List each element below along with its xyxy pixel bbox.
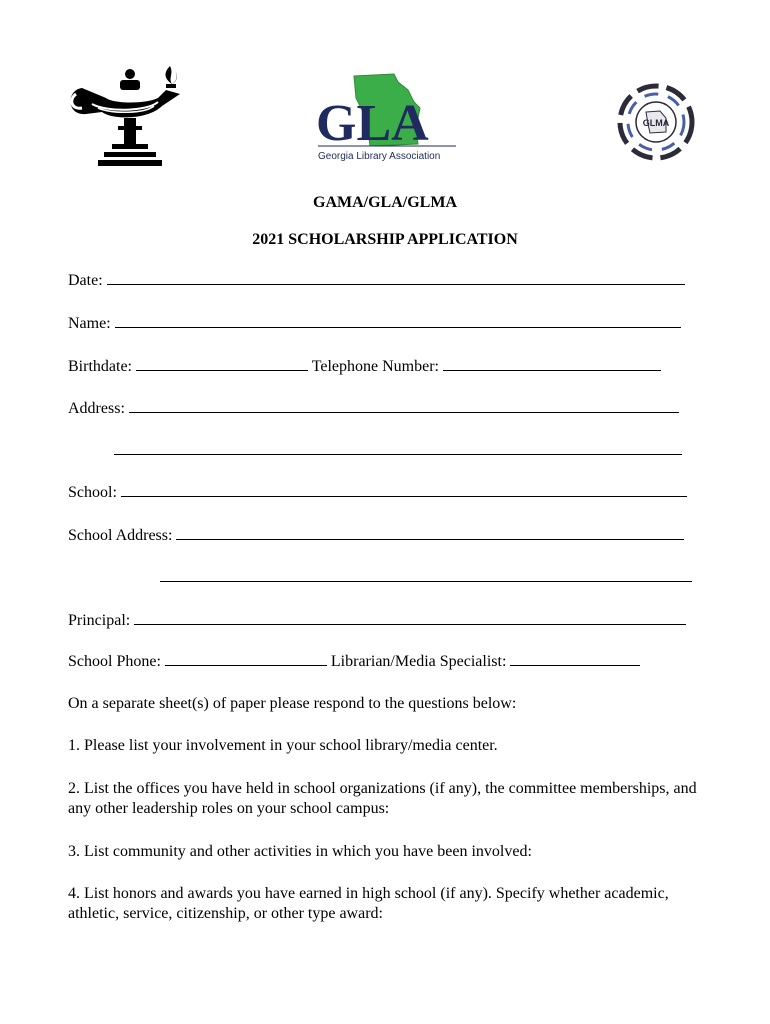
school-address-row bbox=[68, 525, 684, 546]
principal-input[interactable] bbox=[134, 610, 686, 625]
telephone-input[interactable] bbox=[443, 356, 661, 371]
school-phone-label: School Phone: bbox=[68, 653, 161, 670]
principal-row bbox=[68, 610, 686, 631]
school-address-line-2-input[interactable] bbox=[160, 567, 692, 582]
principal-label: Principal: bbox=[68, 612, 131, 629]
librarian-input[interactable] bbox=[510, 651, 640, 666]
gla-subtitle: Georgia Library Association bbox=[318, 151, 441, 162]
org-title: GAMA/GLA/GLMA bbox=[313, 194, 457, 211]
question-4: 4. List honors and awards you have earned in high school (if any). Specify whether academic, athletic, service, citizenship, or other type award: bbox=[68, 885, 669, 922]
school-address-label: School Address: bbox=[68, 527, 173, 544]
date-label: Date: bbox=[68, 272, 103, 289]
school-label: School: bbox=[68, 484, 117, 501]
question-1: 1. Please list your involvement in your school library/media center. bbox=[68, 737, 498, 754]
address-label: Address: bbox=[68, 400, 125, 417]
address-input[interactable] bbox=[129, 398, 679, 413]
birthdate-input[interactable] bbox=[136, 356, 308, 371]
name-label: Name: bbox=[68, 315, 111, 332]
gla-logo bbox=[312, 70, 462, 166]
school-address-line-2-row bbox=[160, 567, 692, 588]
school-input[interactable] bbox=[121, 482, 687, 497]
date-input[interactable] bbox=[107, 270, 685, 285]
school-row bbox=[68, 482, 687, 503]
school-phone-input[interactable] bbox=[165, 651, 327, 666]
address-line-2-input[interactable] bbox=[114, 440, 682, 455]
librarian-label: Librarian/Media Specialist: bbox=[330, 653, 507, 670]
name-input[interactable] bbox=[115, 313, 681, 328]
glma-text: GLMA bbox=[642, 118, 670, 128]
birthdate-row bbox=[68, 356, 661, 377]
address-row bbox=[68, 398, 679, 419]
birthdate-label: Birthdate: bbox=[68, 358, 132, 375]
gla-letters: GLA bbox=[316, 95, 429, 152]
school-phone-row bbox=[68, 651, 640, 672]
lamp-of-learning-logo bbox=[62, 60, 190, 170]
school-address-input[interactable] bbox=[176, 525, 684, 540]
glma-logo bbox=[616, 82, 696, 162]
name-row bbox=[68, 313, 681, 334]
question-2: 2. List the offices you have held in school organizations (if any), the committee memberships, and any other leadership roles on your school campus: bbox=[68, 780, 697, 817]
question-3: 3. List community and other activities in which you have been involved: bbox=[68, 843, 532, 860]
form-title: 2021 SCHOLARSHIP APPLICATION bbox=[252, 231, 518, 248]
telephone-label: Telephone Number: bbox=[311, 358, 439, 375]
date-row bbox=[68, 270, 685, 291]
instructions: On a separate sheet(s) of paper please respond to the questions below: bbox=[68, 695, 517, 712]
address-line-2-row bbox=[114, 440, 682, 461]
